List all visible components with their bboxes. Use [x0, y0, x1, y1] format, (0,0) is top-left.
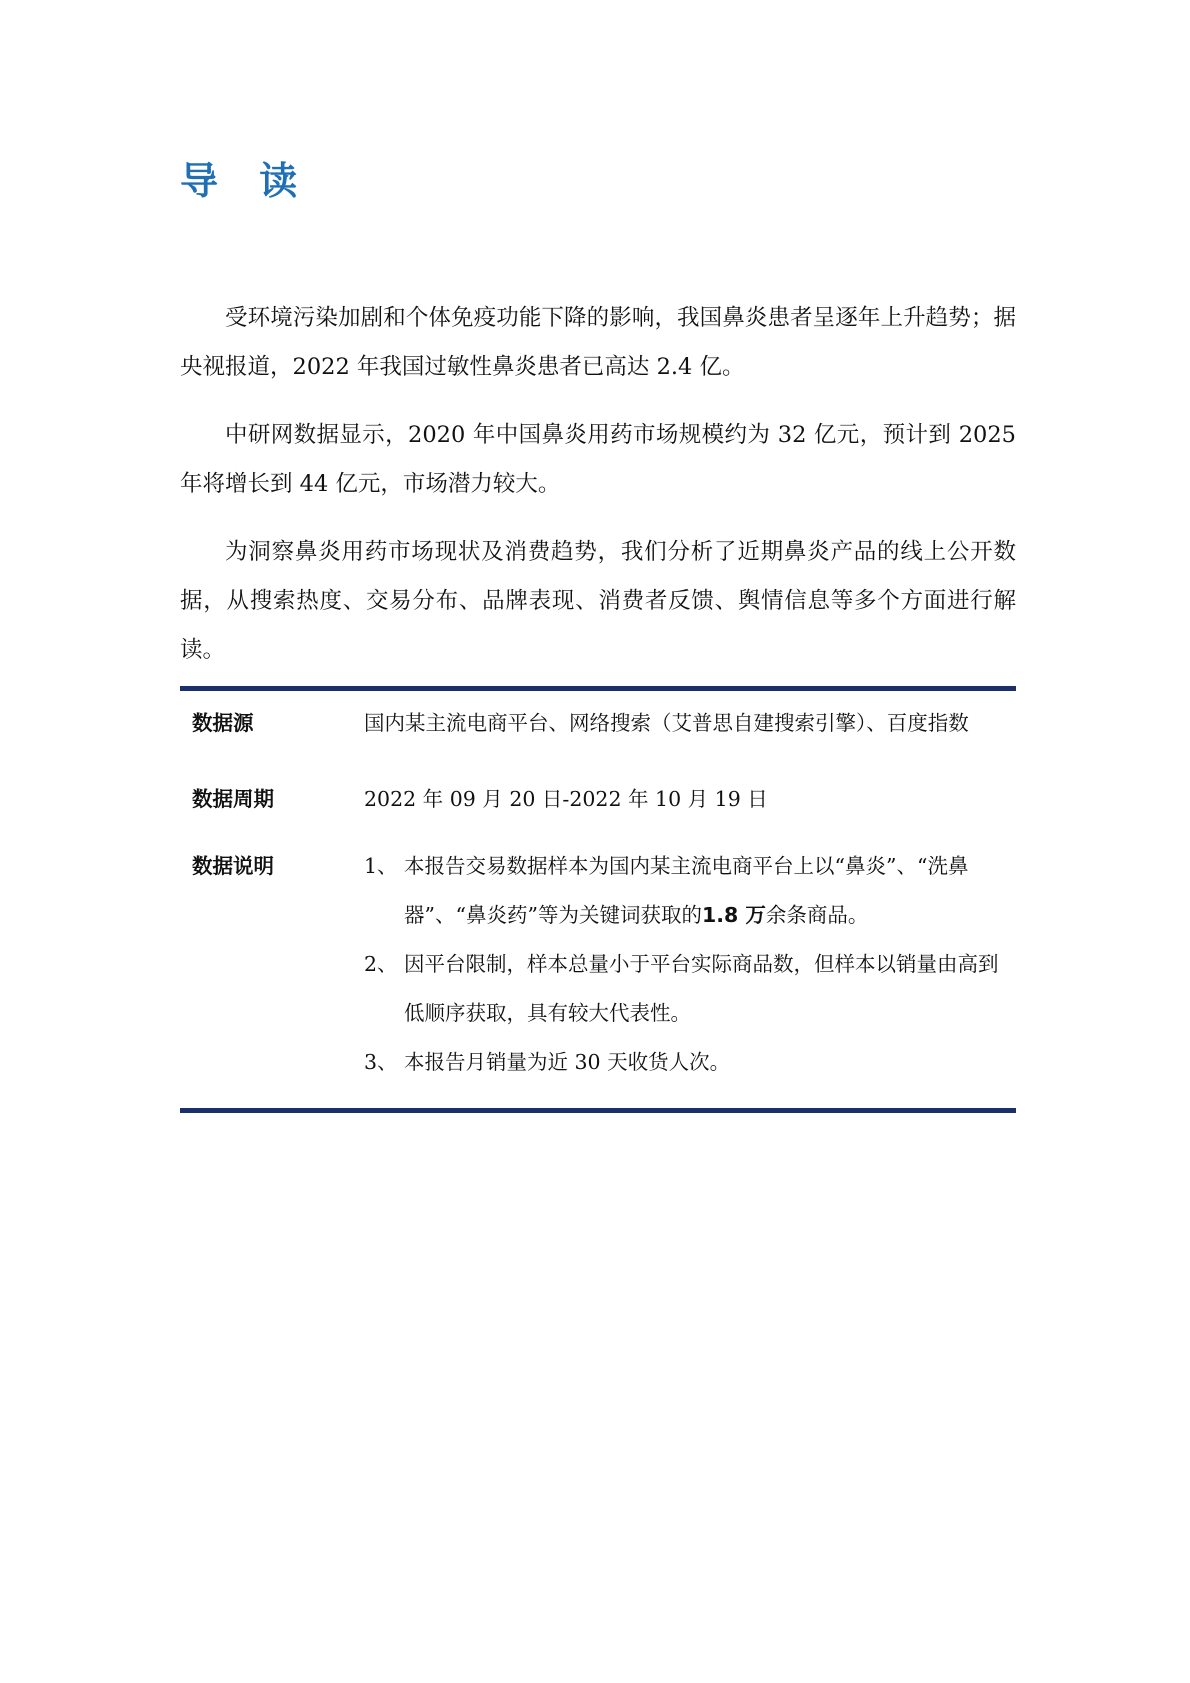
data-period-value: 2022 年 09 月 20 日-2022 年 10 月 19 日 [364, 787, 768, 811]
note-highlight: 1.8 万 [701, 903, 766, 927]
intro-paragraph: 中研网数据显示，2020 年中国鼻炎用药市场规模约为 32 亿元，预计到 2025 年将增长到 44 亿元，市场潜力较大。 [180, 422, 1016, 497]
note-text-end: 余条商品。 [765, 903, 869, 927]
note-number: 2、 [364, 952, 398, 976]
data-notes-label: 数据说明 [192, 854, 274, 878]
data-notes-list [364, 842, 1004, 1087]
intro-section [180, 294, 1016, 694]
note-text: 因平台限制，样本总量小于平台实际商品数，但样本以销量由高到低顺序获取，具有较大代表性。 [404, 952, 999, 1025]
note-number: 1、 [364, 854, 398, 878]
data-source-value: 国内某主流电商平台、网络搜索（艾普思自建搜索引擎）、百度指数 [364, 711, 969, 735]
intro-paragraph: 受环境污染加剧和个体免疫功能下降的影响，我国鼻炎患者呈逐年上升趋势；据央视报道，2022 年我国过敏性鼻炎患者已高达 2.4 亿。 [180, 305, 1016, 380]
note-item [364, 1038, 1004, 1087]
data-period-label: 数据周期 [192, 787, 274, 811]
data-info-table [180, 686, 1016, 1113]
note-item [364, 940, 1004, 1038]
data-source-label: 数据源 [192, 711, 254, 735]
note-text: 本报告交易数据样本为国内某主流电商平台上以“鼻炎”、“洗鼻器”、“鼻炎药”等为关键词获取的 [404, 854, 969, 927]
intro-paragraph: 为洞察鼻炎用药市场现状及消费趋势，我们分析了近期鼻炎产品的线上公开数据，从搜索热度、交易分布、品牌表现、消费者反馈、舆情信息等多个方面进行解读。 [180, 539, 1016, 663]
page-title: 导 读 [180, 159, 312, 203]
note-number: 3、 [364, 1050, 398, 1074]
note-text: 本报告月销量为近 30 天收货人次。 [404, 1050, 731, 1074]
note-item [364, 842, 1004, 940]
